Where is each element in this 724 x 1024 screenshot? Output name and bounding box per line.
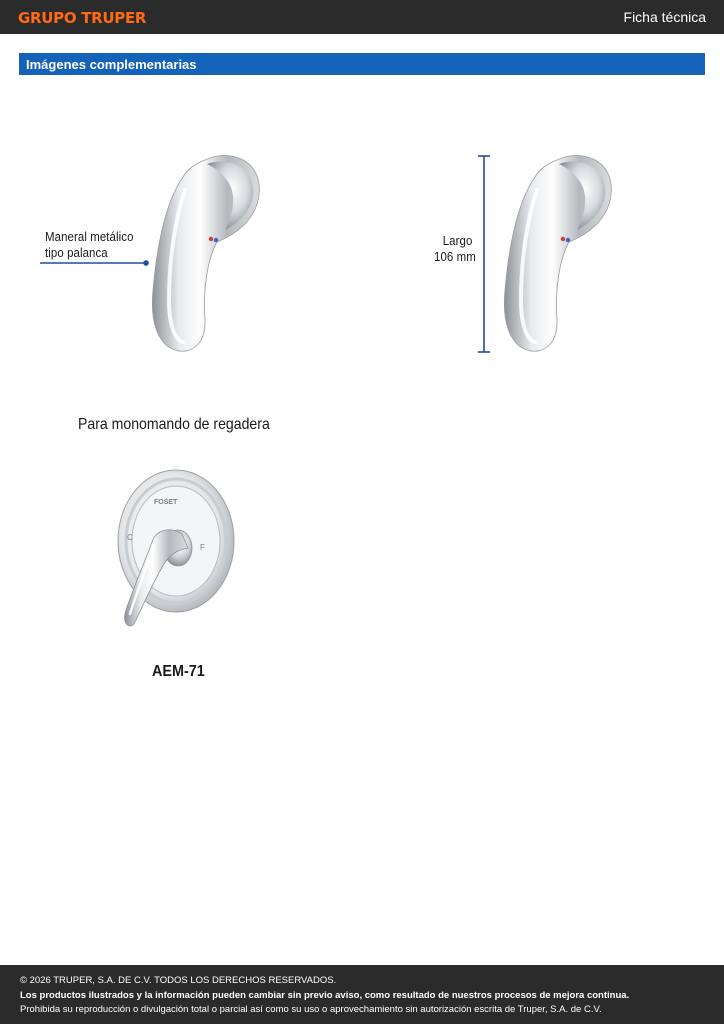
application-caption: Para monomando de regadera (78, 416, 270, 433)
length-label-title: Largo (442, 233, 473, 248)
lever-callout-line1: Maneral metálico (45, 229, 134, 244)
plate-brand-text: FOSET (154, 499, 178, 506)
footer-copyright: © 2026 TRUPER, S.A. DE C.V. TODOS LOS DERECHOS RESERVADOS. (20, 975, 337, 986)
footer-notice: Los productos ilustrados y la información pueden cambiar sin previo aviso, como resultado de nuestros procesos de mejora continua. (20, 990, 630, 1001)
footer-prohibition: Prohibida su reproducción o divulgación total o parcial así como su uso o aprovechamiento sin autorización escrita de Truper, S.A. de C.V. (20, 1004, 602, 1015)
length-label-value: 106 mm (434, 249, 476, 264)
shower-valve-image (112, 468, 238, 630)
model-code: AEM-71 (152, 663, 205, 680)
brand-logo: GRUPO TRUPER (18, 9, 147, 27)
length-label (434, 233, 476, 265)
footer-bar (0, 965, 724, 1024)
lever-callout-line2: tipo palanca (45, 245, 108, 260)
plate-cold-mark: C (127, 533, 133, 542)
top-bar (0, 0, 724, 34)
doc-type-label: Ficha técnica (623, 9, 706, 25)
plate-hot-mark: F (200, 543, 205, 552)
lever-handle-image (145, 150, 265, 355)
section-heading-bar (19, 53, 705, 75)
length-dimension-line (478, 154, 490, 356)
lever-callout-label (45, 229, 134, 261)
lever-handle-image-dimensioned (497, 150, 617, 355)
section-title: Imágenes complementarias (26, 57, 197, 72)
